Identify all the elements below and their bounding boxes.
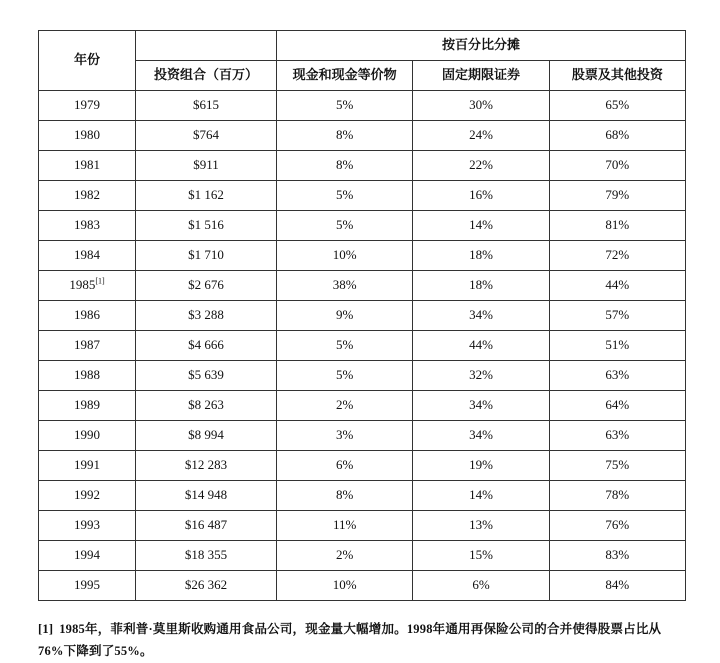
cell-cash: 8% [277,151,413,181]
cell-equity: 84% [549,571,685,601]
cell-fixed: 30% [413,91,549,121]
cell-year-value: 1983 [74,217,100,233]
cell-year [39,481,136,511]
cell-cash: 38% [277,271,413,301]
table-row [39,331,686,361]
table-row [39,271,686,301]
cell-equity: 63% [549,361,685,391]
cell-cash: 10% [277,241,413,271]
cell-equity: 79% [549,181,685,211]
cell-cash: 9% [277,301,413,331]
cell-cash: 8% [277,121,413,151]
cell-cash: 5% [277,91,413,121]
cell-fixed: 14% [413,211,549,241]
column-header-cash: 现金和现金等价物 [277,61,413,91]
cell-year [39,121,136,151]
cell-cash: 5% [277,181,413,211]
table-body [39,91,686,601]
column-header-year: 年份 [39,31,136,91]
table-row [39,511,686,541]
cell-fixed: 34% [413,391,549,421]
cell-equity: 72% [549,241,685,271]
column-header-fixed-maturity: 固定期限证券 [413,61,549,91]
cell-fixed: 18% [413,241,549,271]
cell-year-value: 1982 [74,187,100,203]
cell-cash: 3% [277,421,413,451]
cell-cash: 10% [277,571,413,601]
cell-year-value: 1987 [74,337,100,353]
cell-portfolio: $615 [136,91,277,121]
cell-fixed: 24% [413,121,549,151]
cell-year-value: 1990 [74,427,100,443]
cell-year-value: 1995 [74,577,100,593]
footnote-text: 1985年，菲利普·莫里斯收购通用食品公司，现金量大幅增加。1998年通用再保险公司的合并使得股票占比从76%下降到了55%。 [38,622,662,658]
cell-year [39,571,136,601]
cell-equity: 51% [549,331,685,361]
cell-year [39,421,136,451]
table-row [39,91,686,121]
cell-equity: 70% [549,151,685,181]
investment-allocation-table [38,30,686,601]
cell-year-value: 1992 [74,487,100,503]
cell-fixed: 6% [413,571,549,601]
cell-equity: 63% [549,421,685,451]
cell-year-value: 1981 [74,157,100,173]
cell-equity: 68% [549,121,685,151]
cell-fixed: 22% [413,151,549,181]
column-header-group-percentage: 按百分比分摊 [277,31,686,61]
cell-equity: 81% [549,211,685,241]
cell-year [39,181,136,211]
cell-equity: 83% [549,541,685,571]
cell-fixed: 18% [413,271,549,301]
table-row [39,391,686,421]
cell-year [39,211,136,241]
cell-portfolio: $764 [136,121,277,151]
cell-year [39,361,136,391]
cell-portfolio: $12 283 [136,451,277,481]
cell-year-value: 1986 [74,307,100,323]
cell-year-value: 1979 [74,97,100,113]
cell-equity: 57% [549,301,685,331]
cell-cash: 2% [277,391,413,421]
cell-portfolio: $8 994 [136,421,277,451]
column-header-spacer [136,31,277,61]
cell-portfolio: $2 676 [136,271,277,301]
table-header [39,31,686,91]
cell-equity: 75% [549,451,685,481]
column-header-equity: 股票及其他投资 [549,61,685,91]
cell-equity: 78% [549,481,685,511]
cell-cash: 11% [277,511,413,541]
footnote-reference: [1] [95,276,105,286]
cell-year [39,301,136,331]
cell-portfolio: $16 487 [136,511,277,541]
cell-fixed: 19% [413,451,549,481]
cell-portfolio: $4 666 [136,331,277,361]
cell-fixed: 32% [413,361,549,391]
cell-portfolio: $26 362 [136,571,277,601]
cell-portfolio: $1 710 [136,241,277,271]
column-header-portfolio: 投资组合（百万） [136,61,277,91]
cell-equity: 65% [549,91,685,121]
table-row [39,421,686,451]
cell-year-value: 1994 [74,547,100,563]
table-row [39,181,686,211]
cell-year-value: 1988 [74,367,100,383]
cell-portfolio: $1 162 [136,181,277,211]
table-header-row-sub [39,61,686,91]
footnote-marker: [1] [38,622,54,636]
table-row [39,211,686,241]
cell-cash: 5% [277,211,413,241]
cell-equity: 64% [549,391,685,421]
table-row [39,361,686,391]
table-row [39,571,686,601]
table-row [39,121,686,151]
cell-year [39,541,136,571]
cell-portfolio: $8 263 [136,391,277,421]
cell-fixed: 44% [413,331,549,361]
cell-cash: 5% [277,331,413,361]
cell-year [39,391,136,421]
cell-year [39,331,136,361]
cell-equity: 44% [549,271,685,301]
cell-cash: 6% [277,451,413,481]
table-row [39,481,686,511]
cell-fixed: 13% [413,511,549,541]
table-row [39,241,686,271]
cell-year-value: 1991 [74,457,100,473]
cell-portfolio: $5 639 [136,361,277,391]
cell-year-value: 1989 [74,397,100,413]
footnote [38,619,686,663]
cell-fixed: 34% [413,421,549,451]
cell-year-value: 1993 [74,517,100,533]
table-row [39,301,686,331]
cell-portfolio: $14 948 [136,481,277,511]
table-header-row-top [39,31,686,61]
cell-portfolio: $18 355 [136,541,277,571]
cell-year-value: 1984 [74,247,100,263]
cell-portfolio: $1 516 [136,211,277,241]
cell-cash: 2% [277,541,413,571]
cell-year-value: 1980 [74,127,100,143]
cell-year [39,91,136,121]
cell-year [39,241,136,271]
cell-cash: 5% [277,361,413,391]
cell-fixed: 34% [413,301,549,331]
cell-fixed: 14% [413,481,549,511]
cell-cash: 8% [277,481,413,511]
table-row [39,451,686,481]
cell-fixed: 15% [413,541,549,571]
cell-equity: 76% [549,511,685,541]
table-row [39,541,686,571]
cell-portfolio: $3 288 [136,301,277,331]
cell-year-value: 1985 [69,277,96,293]
cell-year [39,511,136,541]
table-row [39,151,686,181]
cell-year [39,271,136,301]
cell-year [39,451,136,481]
cell-portfolio: $911 [136,151,277,181]
cell-year [39,151,136,181]
cell-fixed: 16% [413,181,549,211]
